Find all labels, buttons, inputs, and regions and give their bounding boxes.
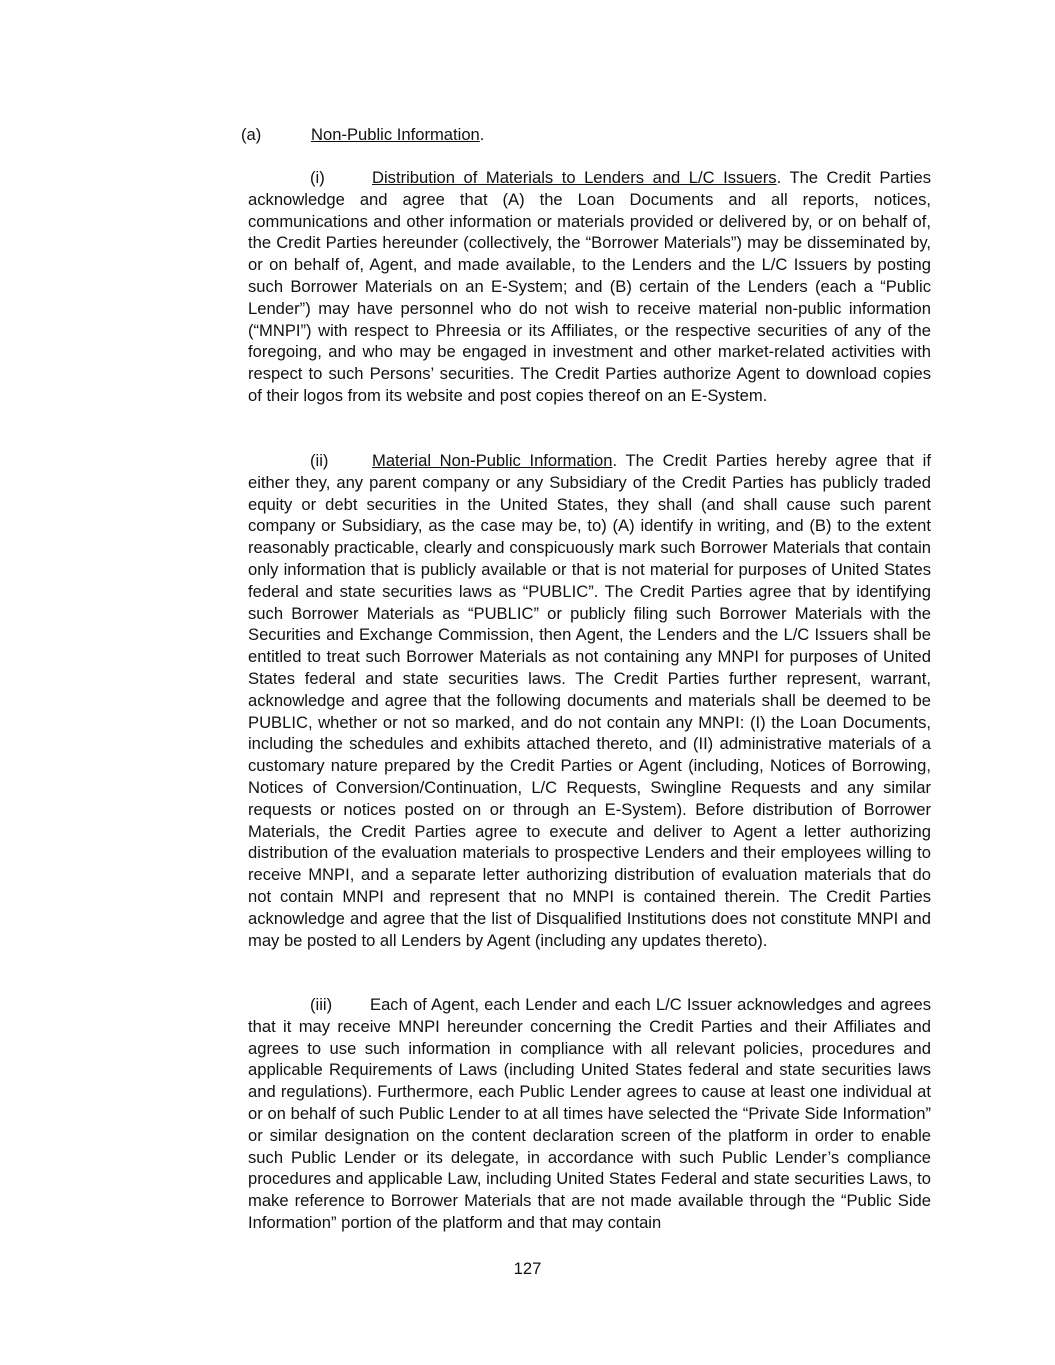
paragraph-number: (iii): [310, 995, 333, 1014]
paragraph-title: Distribution of Materials to Lenders and L/C Issuers: [372, 168, 777, 187]
paragraph-text: Each of Agent, each Lender and each L/C Issuer acknowledges and agrees that it may receive MNPI hereunder concerning the Credit Parties and their Affiliates and agrees to use such information in compliance with all relevant policies, procedures and applicable Requirements of Laws (including United States federal and state securities laws and regulations). Furthermore, each Public Lender agrees to cause at least one individual at or on behalf of such Public Lender to at all times have selected the “Private Side Information” or similar designation on the content declaration screen of the platform in order to enable such Public Lender or its delegate, in accordance with such Public Lender’s compliance procedures and applicable Law, including United States Federal and state securities Laws, to make reference to Borrower Materials that are not made available through the “Public Side Information” portion of the platform and that may contain: [248, 995, 931, 1232]
section-title: Non-Public Information: [311, 125, 480, 144]
section-heading: [241, 124, 484, 146]
section-title-end: .: [479, 125, 485, 144]
paragraph-material-non-public-information: [248, 450, 931, 951]
paragraph-number: (ii): [310, 451, 329, 470]
section-label: (a): [241, 125, 262, 144]
paragraph-title: Material Non-Public Information: [372, 451, 613, 470]
paragraph-distribution-of-materials: [248, 167, 931, 407]
paragraph-text: . The Credit Parties hereby agree that if either they, any parent company or any Subsidiary of the Credit Parties has publicly traded equity or debt securities in the United States, they shall (and shall cause such parent company or Subsidiary, as the case may be, to) (A) identify in writing, and (B) to the extent reasonably practicable, clearly and conspicuously mark such Borrower Materials that contain only information that is publicly available or that is not material for purposes of United States federal and state securities laws as “PUBLIC”. The Credit Parties agree that by identifying such Borrower Materials as “PUBLIC” or publicly filing such Borrower Materials with the Securities and Exchange Commission, then Agent, the Lenders and the L/C Issuers shall be entitled to treat such Borrower Materials as not containing any MNPI for purposes of United States federal and state securities laws. The Credit Parties further represent, warrant, acknowledge and agree that the following documents and materials shall be deemed to be PUBLIC, whether or not so marked, and do not contain any MNPI: (I) the Loan Documents, including the schedules and exhibits attached thereto, and (II) administrative materials of a customary nature prepared by the Credit Parties or Agent (including, Notices of Borrowing, Notices of Conversion/Continuation, L/C Requests, Swingline Requests and any similar requests or notices posted on or through an E-System). Before distribution of Borrower Materials, the Credit Parties agree to execute and deliver to Agent a letter authorizing distribution of the evaluation materials to prospective Lenders and their employees willing to receive MNPI, and a separate letter authorizing distribution of evaluation materials that do not contain MNPI and represent that no MNPI is contained therein. The Credit Parties acknowledge and agree that the list of Disqualified Institutions does not constitute MNPI and may be posted to all Lenders by Agent (including any updates thereto).: [248, 451, 931, 950]
paragraph-text: . The Credit Parties acknowledge and agree that (A) the Loan Documents and all reports, notices, communications and other information or materials provided or delivered by, or on behalf of, the Credit Parties hereunder (collectively, the “Borrower Materials”) may be disseminated by, or on behalf of, Agent, and made available, to the Lenders and the L/C Issuers by posting such Borrower Materials on an E-System; and (B) certain of the Lenders (each a “Public Lender”) may have personnel who do not wish to receive material non-public information (“MNPI”) with respect to Phreesia or its Affiliates, or the respective securities of any of the foregoing, and who may be engaged in investment and other market-related activities with respect to such Persons’ securities. The Credit Parties authorize Agent to download copies of their logos from its website and post copies thereof on an E-System.: [248, 168, 931, 405]
paragraph-acknowledgement: [248, 994, 931, 1234]
paragraph-number: (i): [310, 168, 325, 187]
page-number: 127: [513, 1259, 542, 1278]
